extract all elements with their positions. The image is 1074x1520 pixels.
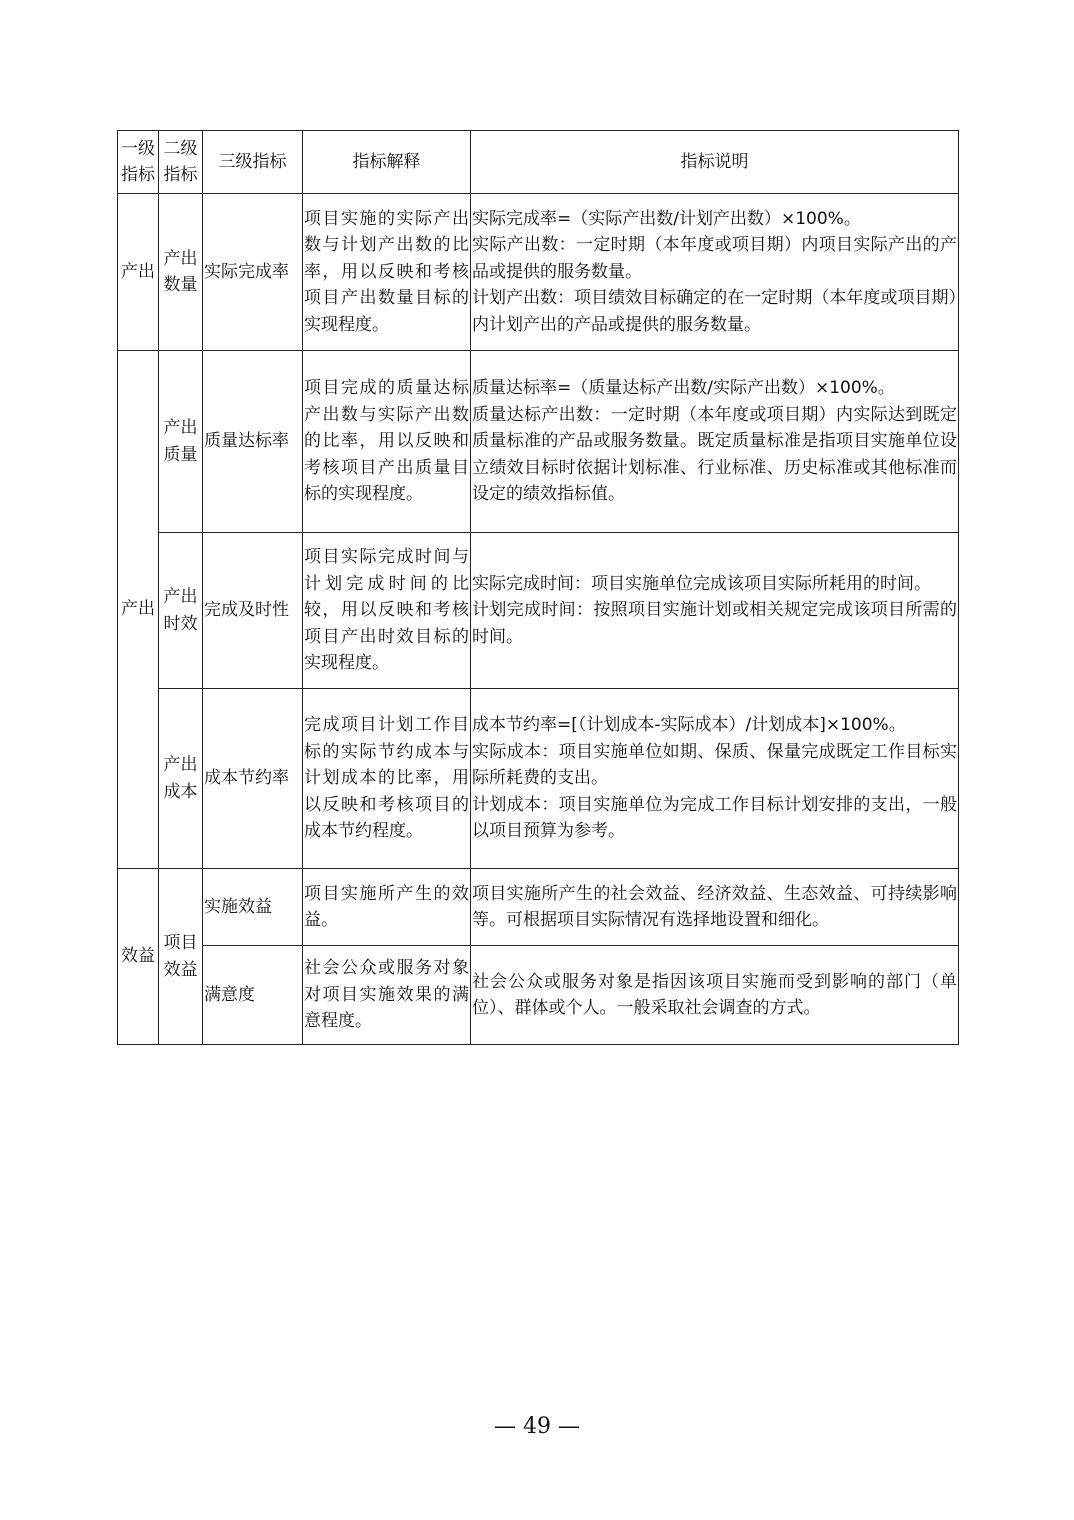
notes-cell	[471, 869, 959, 946]
level2-cell: 项目效益	[159, 869, 203, 1045]
notes-cell	[471, 533, 959, 689]
note-line: 项目实施所产生的社会效益、经济效益、生态效益、可持续影响等。可根据项目实际情况有选择地设置和细化。	[472, 883, 957, 930]
header-level1: 一级指标	[118, 131, 159, 194]
explanation-cell: 项目实施的实际产出数与计划产出数的比率，用以反映和考核项目产出数量目标的实现程度。	[303, 194, 471, 351]
level1-cell: 效益	[118, 869, 159, 1045]
explanation-cell: 完成项目计划工作目标的实际节约成本与计划成本的比率，用以反映和考核项目的成本节约程度。	[303, 689, 471, 869]
level3-cell: 满意度	[203, 946, 303, 1045]
notes-cell	[471, 946, 959, 1045]
level3-cell: 质量达标率	[203, 351, 303, 533]
note-line: 社会公众或服务对象是指因该项目实施而受到影响的部门（单位）、群体或个人。一般采取社会调查的方式。	[472, 971, 957, 1018]
note-line: 质量达标率=（质量达标产出数/实际产出数）×100%。	[472, 378, 895, 399]
level3-cell: 完成及时性	[203, 533, 303, 689]
level3-cell: 实际完成率	[203, 194, 303, 351]
explanation-cell: 项目完成的质量达标产出数与实际产出数的比率，用以反映和考核项目产出质量目标的实现程度。	[303, 351, 471, 533]
notes-cell	[471, 689, 959, 869]
note-line: 计划成本：项目实施单位为完成工作目标计划安排的支出，一般以项目预算为参考。	[472, 794, 957, 842]
level2-cell: 产出质量	[159, 351, 203, 533]
level2-cell: 产出成本	[159, 689, 203, 869]
level2-cell: 产出时效	[159, 533, 203, 689]
header-level3: 三级指标	[203, 131, 303, 194]
note-line: 实际成本：项目实施单位如期、保质、保量完成既定工作目标实际所耗费的支出。	[472, 741, 957, 789]
header-notes: 指标说明	[471, 131, 959, 194]
table-header-row	[118, 131, 959, 194]
level1-cell: 产出	[118, 194, 159, 351]
table-row	[118, 689, 959, 869]
level3-cell: 实施效益	[203, 869, 303, 946]
table-row	[118, 533, 959, 689]
page-number: — 49 —	[494, 1414, 580, 1439]
note-line: 计划完成时间：按照项目实施计划或相关规定完成该项目所需的时间。	[472, 600, 957, 647]
table-row	[118, 946, 959, 1045]
note-line: 实际完成时间：项目实施单位完成该项目实际所耗用的时间。	[472, 573, 931, 594]
table-row	[118, 351, 959, 533]
header-explanation: 指标解释	[303, 131, 471, 194]
table-row	[118, 869, 959, 946]
header-level2: 二级指标	[159, 131, 203, 194]
note-line: 实际产出数：一定时期（本年度或项目期）内项目实际产出的产品或提供的服务数量。	[472, 235, 957, 282]
level1-cell: 产出	[118, 351, 159, 869]
explanation-cell: 社会公众或服务对象对项目实施效果的满意程度。	[303, 946, 471, 1045]
note-line: 计划产出数：项目绩效目标确定的在一定时期（本年度或项目期）内计划产出的产品或提供的服务数量。	[472, 288, 957, 335]
explanation-cell: 项目实施所产生的效益。	[303, 869, 471, 946]
notes-cell	[471, 194, 959, 351]
level2-cell: 产出数量	[159, 194, 203, 351]
note-line: 成本节约率=[（计划成本-实际成本）/计划成本]×100%。	[472, 715, 906, 736]
note-line: 质量达标产出数：一定时期（本年度或项目期）内实际达到既定质量标准的产品或服务数量。既定质量标准是指项目实施单位设立绩效目标时依据计划标准、行业标准、历史标准或其他标准而设定的绩效指标值。	[472, 404, 957, 505]
indicator-table	[117, 130, 959, 1045]
notes-cell	[471, 351, 959, 533]
note-line: 实际完成率=（实际产出数/计划产出数）×100%。	[472, 208, 861, 229]
table-row	[118, 194, 959, 351]
level3-cell: 成本节约率	[203, 689, 303, 869]
explanation-cell: 项目实际完成时间与计划完成时间的比较，用以反映和考核项目产出时效目标的实现程度。	[303, 533, 471, 689]
